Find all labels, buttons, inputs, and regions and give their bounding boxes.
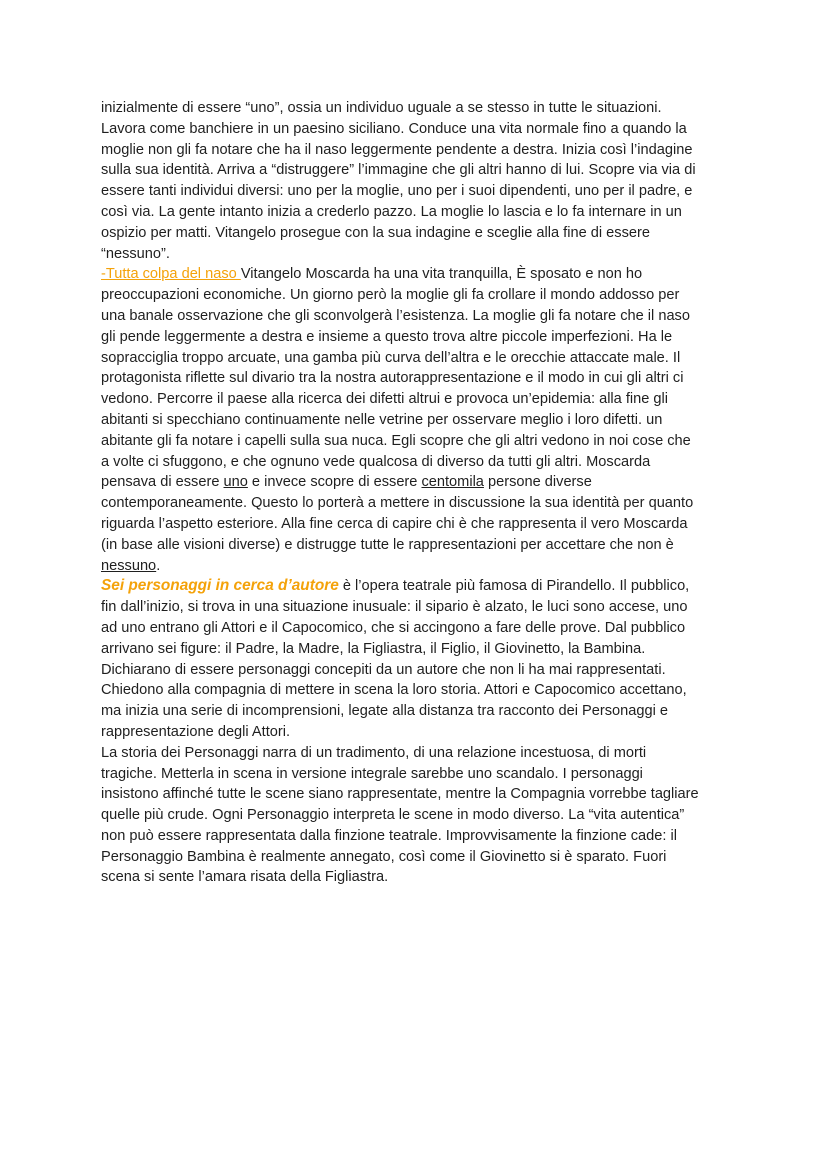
text-line: rappresentazione degli Attori. [101,723,291,740]
text-line: (in base alle visioni diverse) e distrugge tutte le rappresentazioni per accettare che non è [101,536,674,553]
section-sei-personaggi [101,576,748,888]
text-line: Personaggio Bambina è realmente annegato, così come il Giovinetto si è sparato. Fuori [101,848,667,865]
text-line: contemporaneamente. Questo lo porterà a mettere in discussione la sua identità per quanto [101,495,694,512]
text-line [101,264,748,285]
text-line: sulla sua identità. Arriva a “distruggere” l’immagine che gli altri hanno di lui. Scopre via via di [101,162,696,179]
paragraph-intro [101,98,748,264]
text-line [101,472,748,493]
text-line: abitanti si specchiano continuamente nelle vetrine per osservare meglio i loro difetti. un [101,411,663,428]
text-line: scena si sente l’amara risata della Figliastra. [101,869,389,886]
text-span: e invece scopre di essere [247,474,422,491]
text-line: sopracciglia troppo arcuate, una gamba più curva dell’altra e le orecchie attaccate male. Il [101,349,681,366]
section-tutta-colpa-del-naso [101,264,748,576]
text-line: insistono affinché tutte le scene siano rappresentate, mentre la Compagnia vorrebbe tagliare [101,786,699,803]
text-line [101,556,748,577]
text-line [101,576,748,597]
text-line: “nessuno”. [101,245,170,262]
text-line: essere tanti individui diversi: uno per la moglie, uno per i suoi dipendenti, uno per il padre, e [101,183,693,200]
text-line: Lavora come banchiere in un paesino siciliano. Conduce una vita normale fino a quando la [101,120,687,137]
text-line: Chiedono alla compagnia di mettere in scena la loro storia. Attori e Capocomico accettano, [101,682,687,699]
text-line: ospizio per matti. Vitangelo prosegue con la sua indagine e sceglie alla fine di essere [101,224,650,241]
text-line: moglie non gli fa notare che ha il naso leggermente pendente a destra. Inizia così l’indagine [101,141,693,158]
text-line: gli pende leggermente a destra e insieme a questo trova altre piccole imperfezioni. Ha le [101,328,673,345]
text-line: La storia dei Personaggi narra di un tradimento, di una relazione incestuosa, di morti [101,744,647,761]
heading-sei-personaggi: Sei personaggi in cerca d’autore [101,577,339,595]
text-line: ma inizia una serie di incomprensioni, legate alla distanza tra racconto dei Personaggi e [101,703,669,720]
text-line: protagonista riflette sul divario tra la nostra autorappresentazione e il modo in cui gli altri ci [101,370,684,387]
text-line: così via. La gente intanto inizia a crederlo pazzo. La moglie lo lascia e lo fa internare in un [101,203,682,220]
text-line: abitante gli fa notare i capelli sulla sua nuca. Egli scopre che gli altri vedono in noi cose che [101,432,691,449]
text-span: . [156,557,161,574]
text-line: ad uno entrano gli Attori e il Capocomico, che si accingono a fare delle prove. Dal pubblico [101,619,686,636]
text-line: arrivano sei figure: il Padre, la Madre, la Figliastra, il Figlio, il Giovinetto, la Bambina. [101,640,646,657]
underlined-word-centomila: centomila [421,474,484,491]
text-span: pensava di essere [101,474,224,491]
text-span: Vitangelo Moscarda ha una vita tranquilla, È sposato e non ho [240,266,643,283]
text-line: vedono. Percorre il paese alla ricerca dei difetti altrui e provoca un’epidemia: alla fine gli [101,391,669,408]
text-span: persone diverse [483,474,592,491]
text-line: Dichiarano di essere personaggi concepiti da un autore che non li ha mai rappresentati. [101,661,666,678]
underlined-word-nessuno: nessuno [101,557,157,574]
text-line: a volte ci sfuggono, e che ognuno vede qualcosa di diverso da tutti gli altri. Moscarda [101,453,651,470]
text-line: una banale osservazione che gli sconvolgerà l’esistenza. La moglie gli fa notare che il naso [101,307,690,324]
text-line: fin dall’inizio, si trova in una situazione inusuale: il sipario è alzato, le luci sono accese, uno [101,599,688,616]
text-line: preoccupazioni economiche. Un giorno però la moglie gli fa crollare il mondo addosso per [101,287,680,304]
link-tutta-colpa-del-naso[interactable]: -Tutta colpa del naso [101,266,241,283]
text-line: inizialmente di essere “uno”, ossia un individuo uguale a se stesso in tutte le situazioni. [101,100,662,116]
text-line: tragiche. Metterla in scena in versione integrale sarebbe uno scandalo. I personaggi [101,765,643,782]
text-line: quelle più crude. Ogni Personaggio interpreta le scene in modo diverso. La “vita autentica” [101,807,685,824]
underlined-word-uno: uno [223,474,248,491]
text-span: è l’opera teatrale più famosa di Pirandello. Il pubblico, [338,578,690,595]
text-line: riguarda l’aspetto esteriore. Alla fine cerca di capire chi è che rappresenta il vero Moscarda [101,515,688,532]
text-line: non può essere rappresentata dalla finzione teatrale. Improvvisamente la finzione cade: il [101,827,677,844]
